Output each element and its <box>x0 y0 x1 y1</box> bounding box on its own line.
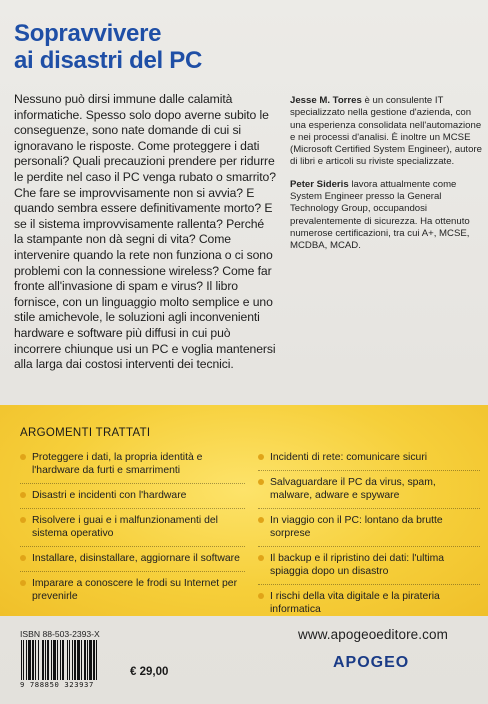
barcode-bar <box>87 640 88 680</box>
topic-item <box>258 514 480 547</box>
publisher-website: www.apogeoeditore.com <box>298 627 448 642</box>
topic-item <box>258 476 480 509</box>
topic-text: Incidenti di rete: comunicare sicuri <box>270 452 428 463</box>
barcode-bar <box>35 640 36 680</box>
barcode-bar <box>51 640 52 680</box>
barcode-bar <box>84 640 86 680</box>
barcode <box>20 640 126 689</box>
barcode-bar <box>60 640 61 680</box>
barcode-bar <box>74 640 76 680</box>
author-name: Peter Sideris <box>290 178 349 190</box>
barcode-bar <box>42 640 44 680</box>
barcode-bar <box>28 640 31 680</box>
barcode-bar <box>62 640 64 680</box>
book-title-line-2: ai disastri del PC <box>14 47 203 74</box>
book-title-line-1: Sopravvivere <box>14 20 162 47</box>
author-bios <box>290 95 482 263</box>
barcode-bar <box>81 640 82 680</box>
topic-item <box>20 451 245 484</box>
barcode-bar <box>96 640 97 680</box>
barcode-bar <box>47 640 49 680</box>
topic-text: Disastri e incidenti con l'hardware <box>32 490 187 501</box>
isbn-label: ISBN 88-503-2393-X <box>20 629 100 639</box>
barcode-bar <box>26 640 27 680</box>
barcode-bar <box>53 640 56 680</box>
barcode-bar <box>77 640 80 680</box>
topic-text: Installare, disinstallare, aggiornare il software <box>32 553 240 564</box>
topic-item <box>20 552 245 572</box>
price-label: € 29,00 <box>130 666 169 678</box>
barcode-bar <box>23 640 24 680</box>
barcode-bar <box>67 640 68 680</box>
bullet-icon <box>20 517 26 523</box>
topics-list-left <box>20 451 245 614</box>
barcode-bar <box>32 640 34 680</box>
barcode-digits: 9 788850 323937 <box>20 680 94 689</box>
barcode-bar <box>38 640 39 680</box>
bullet-icon <box>20 454 26 460</box>
bullet-icon <box>258 454 264 460</box>
author-bio <box>290 95 482 169</box>
topics-heading: ARGOMENTI TRATTATI <box>20 427 151 439</box>
publisher-logo: APOGEO <box>333 654 410 671</box>
bullet-icon <box>20 555 26 561</box>
topic-text: I rischi della vita digitale e la pirateria informatica <box>270 591 440 615</box>
barcode-bars <box>20 640 126 680</box>
topic-item <box>258 590 480 622</box>
barcode-bar <box>93 640 95 680</box>
book-title <box>14 20 202 74</box>
barcode-bar <box>69 640 70 680</box>
topic-text: Proteggere i dati, la propria identità e l'hardware da furti e smarrimenti <box>32 452 203 476</box>
topic-text: Risolvere i guai e i malfunzionamenti del sistema operativo <box>32 515 218 539</box>
topics-list-right <box>258 451 480 627</box>
barcode-bar <box>57 640 58 680</box>
topic-item <box>20 489 245 509</box>
topic-text: Il backup e il ripristino dei dati: l'ultima spiaggia dopo un disastro <box>270 553 445 577</box>
book-description: Nessuno può dirsi immune dalle calamità informatiche. Spesso solo dopo averne subito le conseguenze, sono nate domande di cui si ignoravano le risposte. Come proteggere i dati personali? Quali precauzioni prendere per ridurre le perdite nel caso il PC venga rubato o smarrito? Che fare se improvvisamente non si avvia? E quando sembra essere definitivamente morto? E se il sistema improvvisamente rallenta? Perché la stampante non dà segni di vita? Come intervenire quando la rete non funziona o ci sono problemi con la connessione wireless? Come far fronte all'invasione di spam e virus? Il libro fornisce, con un linguaggio molto semplice e uno stile amichevole, le soluzioni agli inconvenienti hardware e software più diffusi in cui può incorrere chiunque usi un PC e voglia mantenersi alla larga dai costosi interventi dei tecnici. <box>14 92 276 372</box>
topic-item <box>258 451 480 471</box>
topic-item <box>20 514 245 547</box>
barcode-bar <box>21 640 22 680</box>
topic-item <box>258 552 480 585</box>
barcode-bar <box>89 640 92 680</box>
barcode-bar <box>72 640 73 680</box>
bullet-icon <box>258 593 264 599</box>
topic-item <box>20 577 245 609</box>
author-name: Jesse M. Torres <box>290 95 362 106</box>
author-bio <box>290 179 482 253</box>
bullet-icon <box>20 580 26 586</box>
barcode-bar <box>45 640 46 680</box>
topic-text: In viaggio con il PC: lontano da brutte sorprese <box>270 515 443 539</box>
author-bio-text: è un consulente IT specializzato nella gestione d'azienda, con una esperienza consolidata nell'automazione e nei processi d'analisi. È inoltre un MCSE (Microsoft Certified System Engineer), autore di libri e articoli su riviste specializzate. <box>290 95 482 168</box>
bullet-icon <box>258 517 264 523</box>
topic-text: Imparare a conoscere le frodi su Internet per prevenirle <box>32 578 238 602</box>
bullet-icon <box>258 555 264 561</box>
bullet-icon <box>20 492 26 498</box>
author-bio-text: lavora attualmente come System Engineer presso la General Technology Group, occupandosi prevalentemente di sicurezza. Ha ottenuto numerose certificazioni, tra cui A+, MCSE, MCDBA, MCAD. <box>290 178 470 252</box>
bullet-icon <box>258 479 264 485</box>
topic-text: Salvaguardare il PC da virus, spam, malware, adware e spyware <box>270 477 436 501</box>
